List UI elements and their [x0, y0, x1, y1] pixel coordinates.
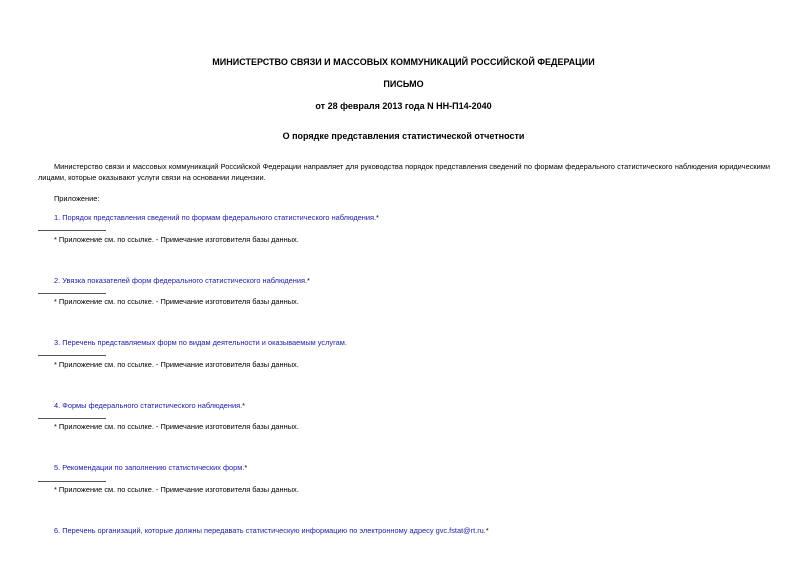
attachment-link-3[interactable]: 3. Перечень представляемых форм по видам деятельности и оказываемым услугам.: [54, 338, 347, 347]
document-subject: О порядке представления статистической отчетности: [282, 131, 525, 141]
footnote-divider-1: [38, 230, 106, 231]
attachment-star-5: *: [244, 463, 248, 472]
attachment-star-6: *: [485, 526, 489, 535]
attachment-star-2: *: [307, 276, 310, 285]
attachment-label: Приложение:: [54, 194, 100, 203]
attachment-item-5: [54, 463, 247, 473]
footnote-divider-4: [38, 418, 106, 419]
document-type-heading: ПИСЬМО: [383, 79, 424, 89]
footnote-1: * Приложение см. по ссылке. - Примечание изготовителя базы данных.: [54, 235, 299, 244]
attachment-item-4: [54, 401, 245, 411]
attachment-link-4[interactable]: 4. Формы федерального статистического наблюдения.: [54, 401, 243, 410]
footnote-divider-5: [38, 481, 106, 482]
footnote-2: * Приложение см. по ссылке. - Примечание изготовителя базы данных.: [54, 297, 299, 306]
attachment-item-2: [54, 276, 310, 286]
ministry-heading: МИНИСТЕРСТВО СВЯЗИ И МАССОВЫХ КОММУНИКАЦИЙ РОССИЙСКОЙ ФЕДЕРАЦИИ: [212, 57, 595, 67]
attachment-link-1[interactable]: 1. Порядок представления сведений по формам федерального статистического наблюдения.: [54, 213, 377, 222]
document-date-number: от 28 февраля 2013 года N НН-П14-2040: [315, 101, 492, 111]
attachment-item-1: [54, 213, 379, 223]
attachment-link-2[interactable]: 2. Увязка показателей форм федерального статистического наблюдения.: [54, 276, 308, 285]
footnote-5: * Приложение см. по ссылке. - Примечание изготовителя базы данных.: [54, 485, 299, 494]
footnote-divider-2: [38, 293, 106, 294]
attachment-item-6: [54, 526, 489, 536]
footnote-divider-3: [38, 355, 106, 356]
attachment-link-6[interactable]: 6. Перечень организаций, которые должны передавать статистическую информацию по электронному адресу gvc.fstat@rt.ru.: [54, 526, 486, 535]
footnote-3: * Приложение см. по ссылке. - Примечание изготовителя базы данных.: [54, 360, 299, 369]
attachment-item-3: [54, 338, 347, 348]
attachment-star-4: *: [242, 401, 246, 410]
intro-paragraph: Министерство связи и массовых коммуникаций Российской Федерации направляет для руководства порядок представления сведений по формам федерального статистического наблюдения юридическими лицами, которые оказывают услуги связи на основании лицензии.: [38, 162, 770, 182]
attachment-star-1: *: [376, 213, 379, 222]
footnote-4: * Приложение см. по ссылке. - Примечание изготовителя базы данных.: [54, 422, 299, 431]
attachment-link-5[interactable]: 5. Рекомендации по заполнению статистических форм.: [54, 463, 245, 472]
